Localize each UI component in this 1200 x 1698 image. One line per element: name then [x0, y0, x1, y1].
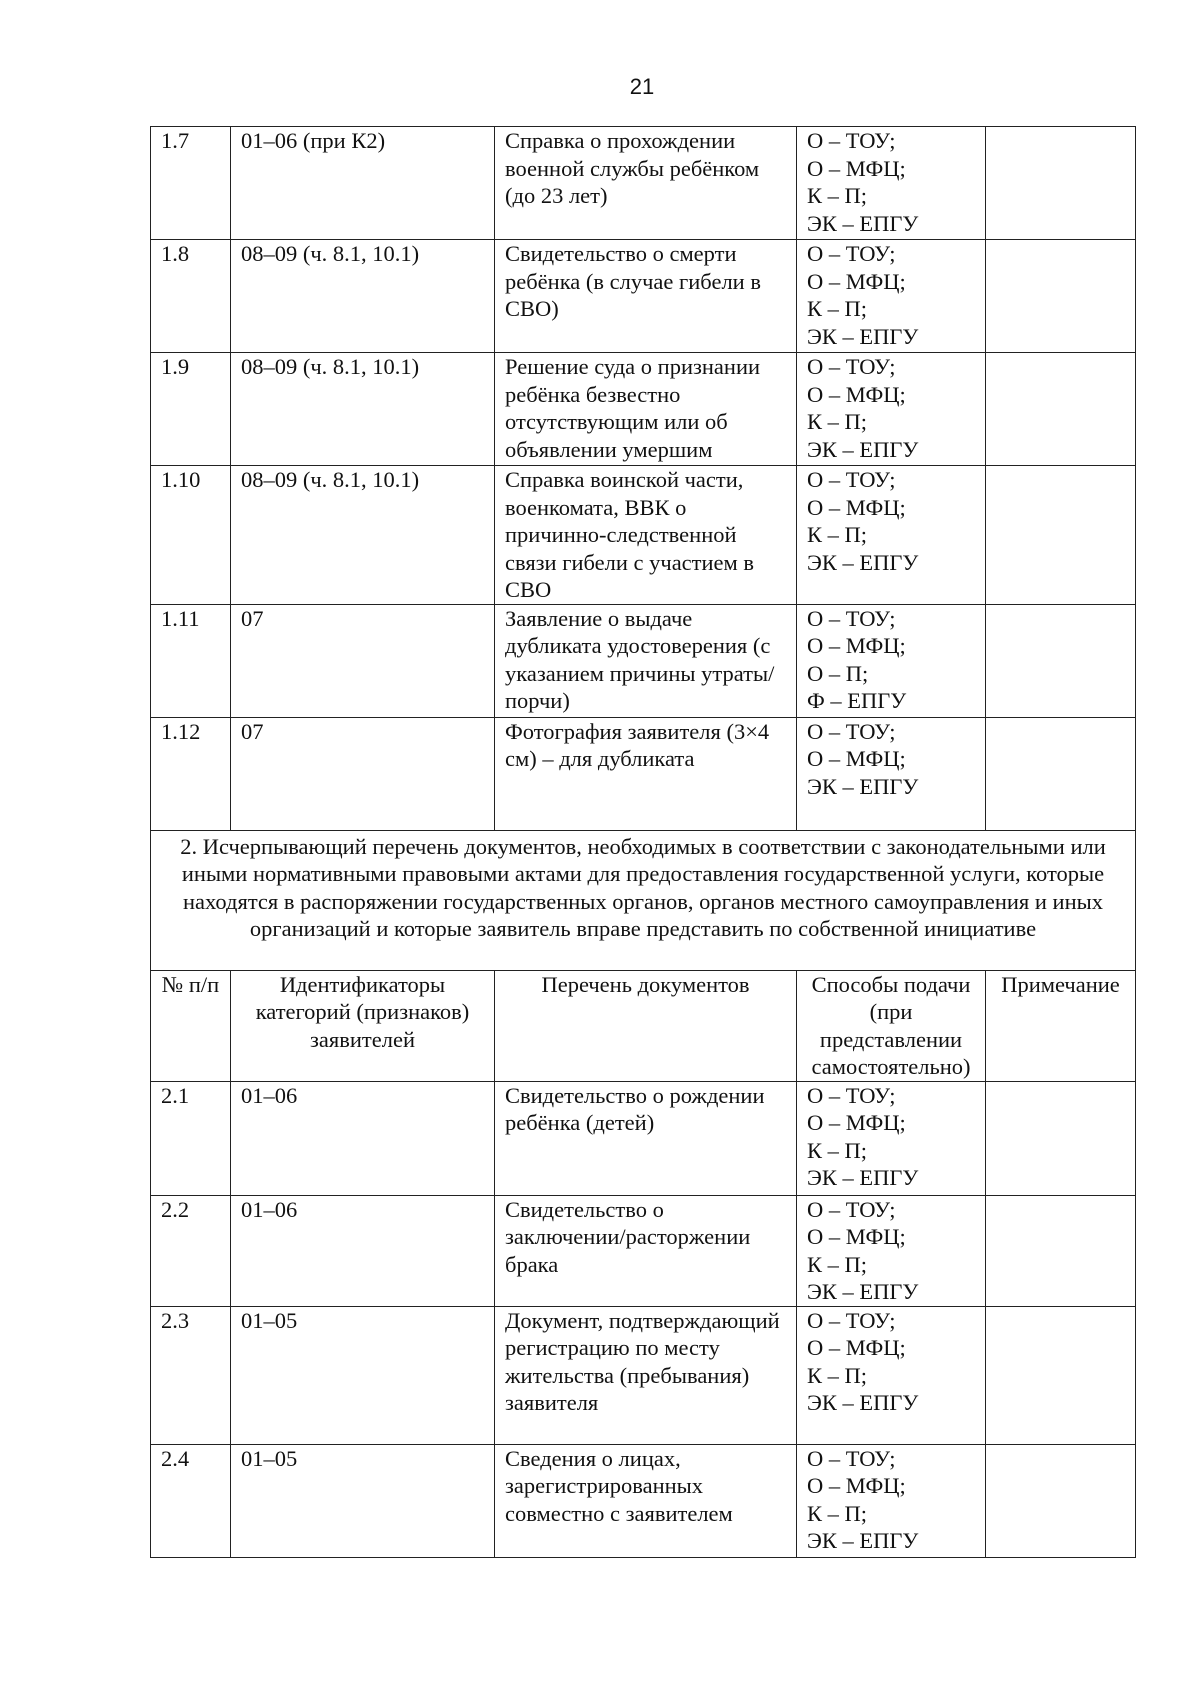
header-row	[151, 970, 1136, 1081]
row-number: 2.3	[151, 1306, 231, 1444]
method-line: О – МФЦ;	[807, 746, 906, 771]
document-name: Решение суда о признании ребёнка безвестно отсутствующим или об объявлении умершим	[495, 353, 797, 466]
submission-methods	[797, 466, 986, 605]
method-line: О – МФЦ;	[807, 633, 906, 658]
applicant-categories: 07	[231, 717, 495, 830]
method-line: К – П;	[807, 522, 868, 547]
method-line: О – ТОУ;	[807, 128, 896, 153]
method-line: О – ТОУ;	[807, 467, 896, 492]
note-cell	[986, 127, 1136, 240]
method-line: О – МФЦ;	[807, 1473, 906, 1498]
submission-methods	[797, 604, 986, 717]
document-name: Сведения о лицах, зарегистрированных совместно с заявителем	[495, 1444, 797, 1557]
method-line: ЭК – ЕПГУ	[807, 549, 919, 575]
method-line: К – П;	[807, 183, 868, 208]
submission-methods	[797, 1081, 986, 1195]
method-line: О – П;	[807, 660, 869, 686]
method-line: К – П;	[807, 1500, 868, 1526]
submission-methods	[797, 1444, 986, 1557]
method-line: О – МФЦ;	[807, 155, 906, 181]
note-cell	[986, 1306, 1136, 1444]
method-line: О – МФЦ;	[807, 268, 906, 294]
method-line: О – ТОУ;	[807, 1082, 896, 1108]
row-number: 1.10	[151, 466, 231, 605]
row-number: 1.11	[151, 604, 231, 717]
applicant-categories: 01–05	[231, 1306, 495, 1444]
applicant-categories: 08–09 (ч. 8.1, 10.1)	[231, 240, 495, 353]
method-line: О – МФЦ;	[807, 381, 906, 407]
applicant-categories: 01–06	[231, 1081, 495, 1195]
method-line: ЭК – ЕПГУ	[807, 773, 919, 799]
method-line: К – П;	[807, 1137, 868, 1163]
header-number: № п/п	[151, 970, 231, 1081]
document-name: Справка воинской части, военкомата, ВВК о причинно-следственной связи гибели с участием в СВО	[495, 466, 797, 605]
method-line: ЭК – ЕПГУ	[807, 210, 919, 236]
row-number: 2.2	[151, 1195, 231, 1306]
table-row	[151, 466, 1136, 605]
row-number: 2.1	[151, 1081, 231, 1195]
table-row	[151, 1444, 1136, 1557]
row-number: 1.12	[151, 717, 231, 830]
submission-methods	[797, 1306, 986, 1444]
section-2-title: 2. Исчерпывающий перечень документов, необходимых в соответствии с законодательными или иными нормативными правовыми актами для предоставления государственной услуги, которые находятся в распоряжении государственных органов, органов местного самоуправления и иных организаций и которые заявитель вправе представить по собственной инициативе	[151, 830, 1136, 970]
document-name: Заявление о выдаче дубликата удостоверения (с указанием причины утраты/порчи)	[495, 604, 797, 717]
table-row	[151, 604, 1136, 717]
method-line: О – МФЦ;	[807, 1224, 906, 1249]
document-name: Свидетельство о рождении ребёнка (детей)	[495, 1081, 797, 1195]
document-name: Свидетельство о заключении/расторжении брака	[495, 1195, 797, 1306]
applicant-categories: 01–06 (при К2)	[231, 127, 495, 240]
header-methods: Способы подачи (при представлении самостоятельно)	[797, 970, 986, 1081]
note-cell	[986, 1195, 1136, 1306]
submission-methods	[797, 240, 986, 353]
submission-methods	[797, 353, 986, 466]
table-row	[151, 240, 1136, 353]
method-line: ЭК – ЕПГУ	[807, 1390, 919, 1415]
note-cell	[986, 1444, 1136, 1557]
row-number: 1.8	[151, 240, 231, 353]
table-row	[151, 353, 1136, 466]
method-line: ЭК – ЕПГУ	[807, 1528, 919, 1553]
row-number: 1.7	[151, 127, 231, 240]
applicant-categories: 01–05	[231, 1444, 495, 1557]
table-row	[151, 1081, 1136, 1195]
documents-table	[150, 126, 1136, 1558]
note-cell	[986, 717, 1136, 830]
applicant-categories: 08–09 (ч. 8.1, 10.1)	[231, 353, 495, 466]
method-line: О – ТОУ;	[807, 241, 896, 266]
method-line: О – ТОУ;	[807, 1196, 896, 1222]
row-number: 1.9	[151, 353, 231, 466]
table-row	[151, 717, 1136, 830]
table-row	[151, 127, 1136, 240]
method-line: О – ТОУ;	[807, 718, 896, 744]
submission-methods	[797, 127, 986, 240]
header-note: Примечание	[986, 970, 1136, 1081]
document-name: Фотография заявителя (3×4 см) – для дубликата	[495, 717, 797, 830]
note-cell	[986, 604, 1136, 717]
method-line: О – ТОУ;	[807, 1307, 896, 1333]
method-line: ЭК – ЕПГУ	[807, 323, 919, 349]
row-number: 2.4	[151, 1444, 231, 1557]
note-cell	[986, 353, 1136, 466]
method-line: О – ТОУ;	[807, 605, 896, 631]
applicant-categories: 07	[231, 604, 495, 717]
header-categories: Идентификаторы категорий (признаков) заявителей	[231, 970, 495, 1081]
applicant-categories: 08–09 (ч. 8.1, 10.1)	[231, 466, 495, 605]
method-line: ЭК – ЕПГУ	[807, 1279, 919, 1304]
method-line: ЭК – ЕПГУ	[807, 1165, 919, 1190]
submission-methods	[797, 1195, 986, 1306]
note-cell	[986, 240, 1136, 353]
method-line: О – ТОУ;	[807, 354, 896, 379]
method-line: К – П;	[807, 409, 868, 434]
document-name: Документ, подтверждающий регистрацию по месту жительства (пребывания) заявителя	[495, 1306, 797, 1444]
submission-methods	[797, 717, 986, 830]
document-name: Справка о прохождении военной службы ребёнком (до 23 лет)	[495, 127, 797, 240]
document-name: Свидетельство о смерти ребёнка (в случае гибели в СВО)	[495, 240, 797, 353]
table-row	[151, 1195, 1136, 1306]
method-line: К – П;	[807, 1251, 868, 1277]
section-title-row	[151, 830, 1136, 970]
method-line: К – П;	[807, 1362, 868, 1388]
applicant-categories: 01–06	[231, 1195, 495, 1306]
note-cell	[986, 1081, 1136, 1195]
method-line: ЭК – ЕПГУ	[807, 436, 919, 462]
method-line: О – МФЦ;	[807, 1110, 906, 1135]
note-cell	[986, 466, 1136, 605]
method-line: О – МФЦ;	[807, 494, 906, 520]
method-line: О – ТОУ;	[807, 1445, 896, 1471]
method-line: Ф – ЕПГУ	[807, 688, 907, 713]
header-documents: Перечень документов	[495, 970, 797, 1081]
page-number: 21	[629, 74, 655, 99]
method-line: О – МФЦ;	[807, 1335, 906, 1360]
method-line: К – П;	[807, 296, 868, 321]
table-row	[151, 1306, 1136, 1444]
